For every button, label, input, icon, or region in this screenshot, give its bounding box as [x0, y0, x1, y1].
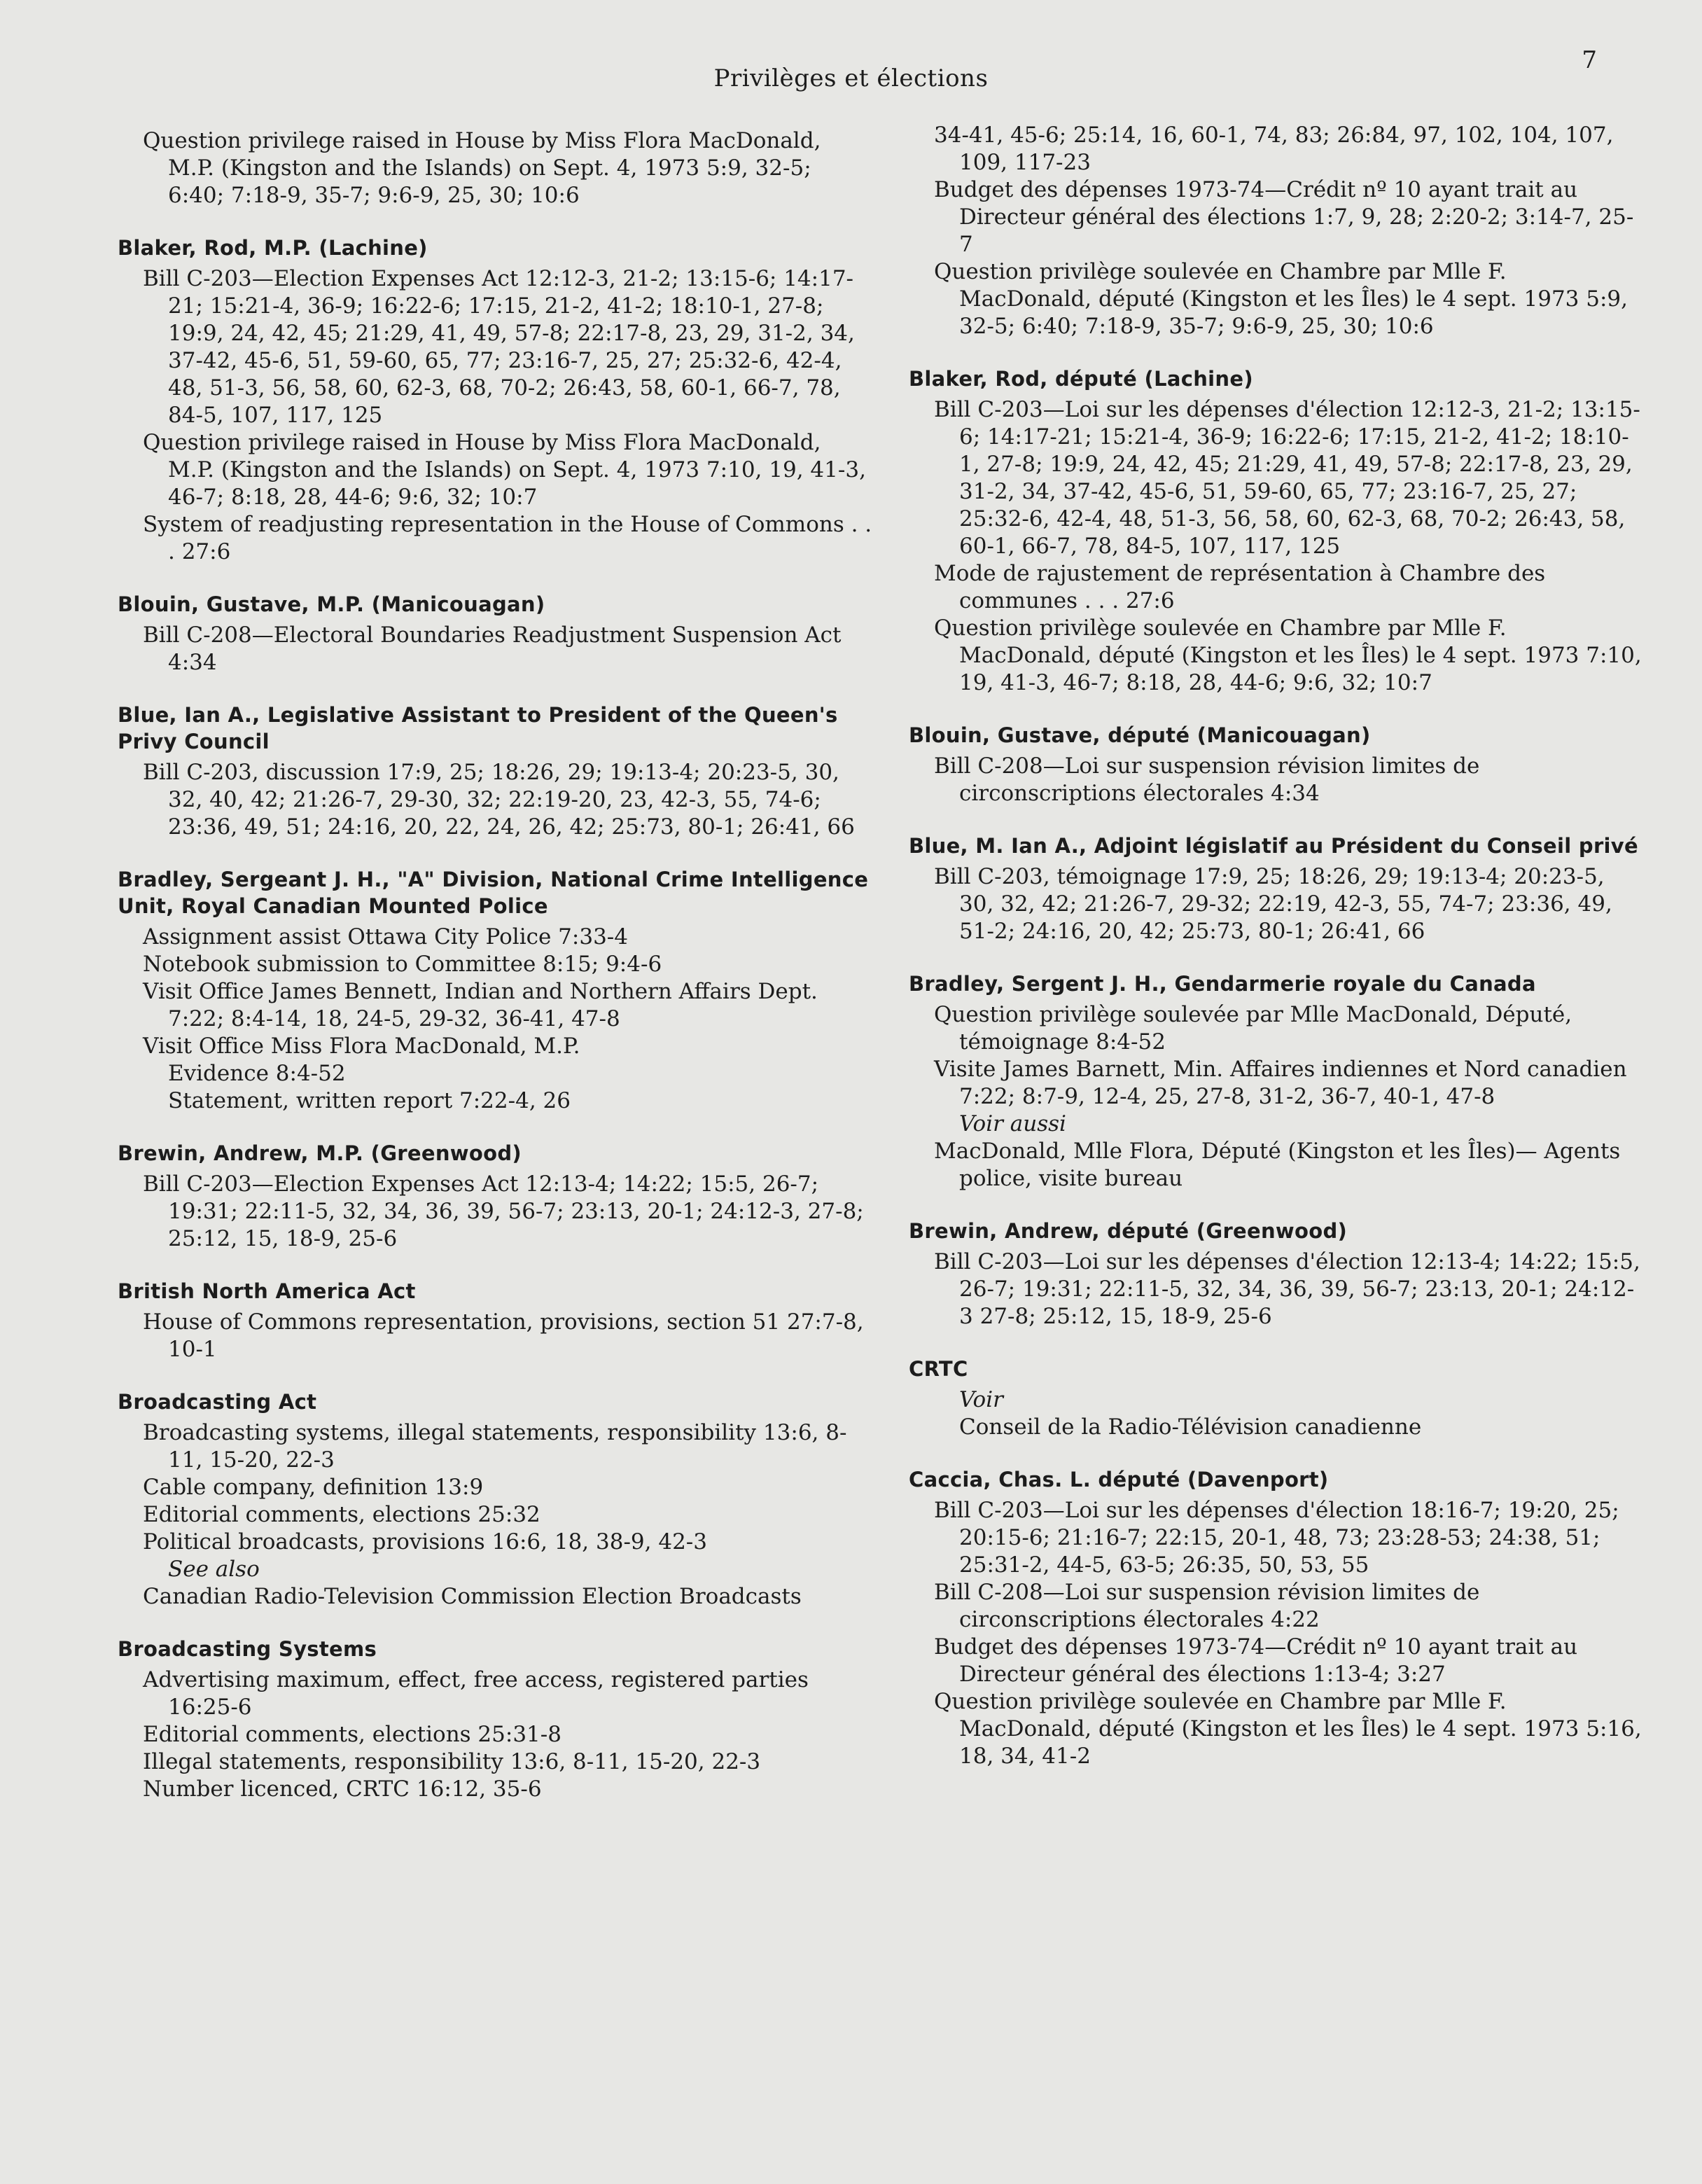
subentry: Question privilège soulevée en Chambre par Mlle F. MacDonald, député (Kingston et les Îles) le 4 sept. 1973 5:9, 32-5; 6:40; 7:18-9, 35-7; 9:6-9, 25, 30; 10:6 [934, 259, 1628, 339]
entry-heading: Broadcasting Systems [118, 1637, 377, 1661]
subentry: Bill C-203—Election Expenses Act 12:12-3, 21-2; 13:15-6; 14:17-21; 15:21-4, 36-9; 16:22-6; 17:15, 21-2, 41-2; 18:10-1, 27-8; 19:9, 24, 42, 45; 21:29, 41, 49, 57-8; 22:17-8, 23, 29, 31-2, 34, 37-42, 45-6, 51, 59-60, 65, 77; 23:16-7, 25, 27; 25:32-6, 42-4, 48, 51-3, 56, 58, 60, 62-3, 68, 70-2; 26:43, 58, 60-1, 66-7, 78, 84-5, 107, 117, 125 [143, 266, 855, 428]
see-label: Voir [959, 1387, 1003, 1412]
subentry: Bill C-203—Loi sur les dépenses d'élection 18:16-7; 19:20, 25; 20:15-6; 21:16-7; 22:15, 20-1, 48, 73; 23:28-53; 24:38, 51; 25:31-2, 44-5, 63-5; 26:35, 50, 53, 55 [934, 1498, 1619, 1578]
index-entry [118, 1140, 874, 1253]
subentry: Editorial comments, elections 25:31-8 [143, 1722, 561, 1747]
subentry: Bill C-203—Loi sur les dépenses d'élection 12:13-4; 14:22; 15:5, 26-7; 19:31; 22:11-5, 32, 34, 36, 39, 56-7; 23:13, 20-1; 24:12-3 27-8; 25:12, 15, 18-9, 25-6 [934, 1249, 1640, 1329]
running-head: Privilèges et élections [713, 64, 989, 92]
see-also-label: Voir aussi [959, 1111, 1066, 1136]
index-entry [118, 1278, 874, 1363]
entry-heading: Blouin, Gustave, député (Manicouagan) [909, 723, 1371, 747]
entry-heading: Bradley, Sergent J. H., Gendarmerie royale du Canada [909, 972, 1536, 996]
entry-heading: Brewin, Andrew, M.P. (Greenwood) [118, 1141, 522, 1165]
subentry: Political broadcasts, provisions 16:6, 18, 38-9, 42-3 [143, 1529, 707, 1554]
subentry: Assignment assist Ottawa City Police 7:33-4 [143, 924, 628, 950]
subentry: Bill C-208—Electoral Boundaries Readjustment Suspension Act 4:34 [143, 622, 842, 675]
index-entry [909, 1218, 1645, 1330]
subentry: Advertising maximum, effect, free access, registered parties 16:25-6 [143, 1667, 809, 1720]
subentry: Illegal statements, responsibility 13:6, 8-11, 15-20, 22-3 [143, 1749, 761, 1774]
entry-heading: Blue, Ian A., Legislative Assistant to President of the Queen's Privy Council [118, 703, 838, 753]
subentry: Bill C-208—Loi sur suspension révision limites de circonscriptions électorales 4:22 [934, 1580, 1480, 1632]
subentry: Budget des dépenses 1973-74—Crédit nº 10 ayant trait au Directeur général des élections 1:13-4; 3:27 [934, 1634, 1578, 1687]
index-entry [909, 1466, 1645, 1770]
index-entry [118, 591, 874, 676]
subentry: House of Commons representation, provisions, section 51 27:7-8, 10-1 [143, 1309, 864, 1362]
index-entry [909, 722, 1645, 807]
subentry: Question privilège soulevée en Chambre par Mlle F. MacDonald, député (Kingston et les Îles) le 4 sept. 1973 7:10, 19, 41-3, 46-7; 8:18, 28, 44-6; 9:6, 32; 10:7 [934, 615, 1642, 695]
left-column [118, 127, 874, 1828]
subentry: System of readjusting representation in the House of Commons . . . 27:6 [143, 512, 872, 564]
index-entry [909, 366, 1645, 697]
subentry: Bill C-203, témoignage 17:9, 25; 18:26, 29; 19:13-4; 20:23-5, 30, 32, 42; 21:26-7, 29-32; 22:19, 42-3, 55, 74-7; 23:36, 49, 51-2; 24:16, 20, 42; 25:73, 80-1; 26:41, 66 [934, 864, 1612, 944]
page-number: 7 [1582, 46, 1597, 74]
index-entry [118, 1636, 874, 1803]
index-entry [118, 235, 874, 566]
entry-heading: Broadcasting Act [118, 1390, 317, 1414]
cross-reference: Conseil de la Radio-Télévision canadienne [959, 1414, 1422, 1440]
subentry: Cable company, definition 13:9 [143, 1475, 484, 1500]
cross-reference: MacDonald, Mlle Flora, Député (Kingston et les Îles)— Agents police, visite bureau [934, 1139, 1621, 1191]
subentry: Editorial comments, elections 25:32 [143, 1502, 540, 1527]
cross-reference: Canadian Radio-Television Commission Election Broadcasts [143, 1584, 802, 1609]
entry-heading: Brewin, Andrew, député (Greenwood) [909, 1219, 1348, 1243]
subentry: Number licenced, CRTC 16:12, 35-6 [143, 1776, 542, 1802]
entry-heading: Blaker, Rod, M.P. (Lachine) [118, 236, 428, 260]
subentry-detail: Statement, written report 7:22-4, 26 [168, 1088, 571, 1113]
entry-heading: Blue, M. Ian A., Adjoint législatif au Président du Conseil privé [909, 834, 1638, 858]
right-column [909, 122, 1645, 1795]
index-entry [118, 1389, 874, 1611]
index-entry [909, 1356, 1645, 1441]
entry-heading: Blaker, Rod, député (Lachine) [909, 367, 1253, 391]
index-entry [118, 866, 874, 1115]
index-entry [909, 833, 1645, 945]
subentry: Bill C-203, discussion 17:9, 25; 18:26, 29; 19:13-4; 20:23-5, 30, 32, 40, 42; 21:26-7, 29-30, 32; 22:19-20, 23, 42-3, 55, 74-6; 23:36, 49, 51; 24:16, 20, 22, 24, 26, 42; 25:73, 80-1; 26:41, 66 [143, 760, 855, 840]
subentry: Question privilège soulevée en Chambre par Mlle F. MacDonald, député (Kingston et les Îles) le 4 sept. 1973 5:16, 18, 34, 41-2 [934, 1689, 1642, 1769]
index-entry [118, 702, 874, 841]
entry-heading: Caccia, Chas. L. député (Davenport) [909, 1468, 1329, 1491]
subentry: Broadcasting systems, illegal statements, responsibility 13:6, 8-11, 15-20, 22-3 [143, 1420, 847, 1473]
see-also-label: See also [168, 1557, 260, 1582]
subentry: Bill C-203—Loi sur les dépenses d'élection 12:12-3, 21-2; 13:15-6; 14:17-21; 15:21-4, 36-9; 16:22-6; 17:15, 21-2, 41-2; 18:10-1, 27-8; 19:9, 24, 42, 45; 21:29, 41, 49, 57-8; 22:17-8, 23, 29, 31-2, 34, 37-42, 45-6, 51, 59-60, 65, 77; 23:16-7, 25, 27; 25:32-6, 42-4, 48, 51-3, 56, 58, 60, 62-3, 68, 70-2; 26:43, 58, 60-1, 66-7, 78, 84-5, 107, 117, 125 [934, 397, 1640, 559]
subentry: Question privilege raised in House by Miss Flora MacDonald, M.P. (Kingston and the Islands) on Sept. 4, 1973 7:10, 19, 41-3, 46-7; 8:18, 28, 44-6; 9:6, 32; 10:7 [143, 430, 866, 510]
subentry: Mode de rajustement de représentation à Chambre des communes . . . 27:6 [934, 561, 1546, 613]
subentry: Visit Office James Bennett, Indian and Northern Affairs Dept. 7:22; 8:4-14, 18, 24-5, 29-32, 36-41, 47-8 [143, 979, 818, 1031]
subentry: Visit Office Miss Flora MacDonald, M.P. [143, 1034, 580, 1059]
subentry: Visite James Barnett, Min. Affaires indiennes et Nord canadien 7:22; 8:7-9, 12-4, 25, 27-8, 31-2, 36-7, 40-1, 47-8 [934, 1057, 1627, 1109]
subentry: Budget des dépenses 1973-74—Crédit nº 10 ayant trait au Directeur général des élections 1:7, 9, 28; 2:20-2; 3:14-7, 25-7 [934, 177, 1634, 257]
subentry: Notebook submission to Committee 8:15; 9:4-6 [143, 952, 662, 977]
entry-heading: British North America Act [118, 1279, 416, 1303]
index-entry [118, 127, 874, 209]
entry-heading: Blouin, Gustave, M.P. (Manicouagan) [118, 592, 545, 616]
subentry: Bill C-208—Loi sur suspension révision limites de circonscriptions électorales 4:34 [934, 753, 1480, 806]
index-entry [909, 971, 1645, 1192]
entry-heading: Bradley, Sergeant J. H., "A" Division, National Crime Intelligence Unit, Royal Canadian Mounted Police [118, 868, 869, 918]
subentry: Question privilege raised in House by Miss Flora MacDonald, M.P. (Kingston and the Islands) on Sept. 4, 1973 5:9, 32-5; 6:40; 7:18-9, 35-7; 9:6-9, 25, 30; 10:6 [143, 128, 821, 208]
subentry: Question privilège soulevée par Mlle MacDonald, Député, témoignage 8:4-52 [934, 1002, 1572, 1055]
entry-heading: CRTC [909, 1357, 968, 1381]
subentry: 34-41, 45-6; 25:14, 16, 60-1, 74, 83; 26:84, 97, 102, 104, 107, 109, 117-23 [934, 123, 1614, 175]
subentry-detail: Evidence 8:4-52 [168, 1061, 346, 1086]
index-entry [909, 122, 1645, 340]
subentry: Bill C-203—Election Expenses Act 12:13-4; 14:22; 15:5, 26-7; 19:31; 22:11-5, 32, 34, 36, 39, 56-7; 23:13, 20-1; 24:12-3, 27-8; 25:12, 15, 18-9, 25-6 [143, 1171, 864, 1251]
